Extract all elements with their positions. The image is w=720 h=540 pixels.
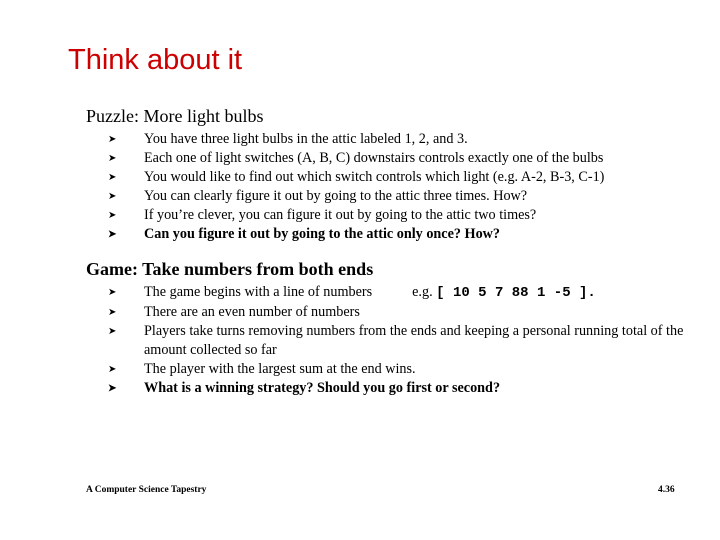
list-item: ➤ There are an even number of numbers — [108, 304, 360, 320]
arrow-bullet-icon: ➤ — [108, 134, 117, 145]
game-heading: Game: Take numbers from both ends — [86, 259, 374, 279]
arrow-bullet-icon: ➤ — [108, 191, 117, 202]
footer-course-title: A Computer Science Tapestry — [86, 485, 207, 495]
arrow-bullet-icon: ➤ — [108, 172, 117, 183]
puzzle-list — [108, 130, 688, 244]
list-item: ➤ Can you figure it out by going to the attic only once? How? — [108, 226, 501, 242]
list-item: ➤ Each one of light switches (A, B, C) downstairs controls exactly one of the bulbs — [108, 150, 604, 166]
arrow-bullet-icon: ➤ — [108, 364, 117, 375]
list-item: ➤ If you’re clever, you can figure it out by going to the attic two times? — [108, 207, 537, 223]
game-list — [108, 283, 688, 398]
arrow-bullet-icon: ➤ — [108, 326, 117, 337]
slide-number: 4.36 — [658, 485, 675, 495]
list-item: ➤ You would like to find out which switch controls which light (e.g. A-2, B-3, C-1) — [108, 169, 605, 185]
arrow-bullet-icon: ➤ — [108, 287, 117, 298]
list-item: ➤ What is a winning strategy? Should you go first or second? — [108, 380, 501, 396]
arrow-bullet-icon: ➤ — [108, 383, 117, 394]
arrow-bullet-icon: ➤ — [108, 229, 117, 240]
list-item: ➤ The game begins with a line of numbers e.g. [ 10 5 7 88 1 -5 ]. — [108, 284, 596, 301]
arrow-bullet-icon: ➤ — [108, 210, 117, 221]
list-item: ➤ The player with the largest sum at the end wins. — [108, 361, 416, 377]
arrow-bullet-icon: ➤ — [108, 153, 117, 164]
arrow-bullet-icon: ➤ — [108, 307, 117, 318]
puzzle-heading: Puzzle: More light bulbs — [86, 106, 264, 126]
list-item: ➤ You have three light bulbs in the attic labeled 1, 2, and 3. — [108, 131, 468, 147]
list-item: ➤ You can clearly figure it out by going to the attic three times. How? — [108, 188, 528, 204]
list-item: ➤ Players take turns removing numbers from the ends and keeping a personal running total of the amount collected so far — [108, 323, 684, 358]
example-numbers: [ 10 5 7 88 1 -5 ]. — [436, 285, 596, 301]
slide-title: Think about it — [68, 44, 243, 76]
